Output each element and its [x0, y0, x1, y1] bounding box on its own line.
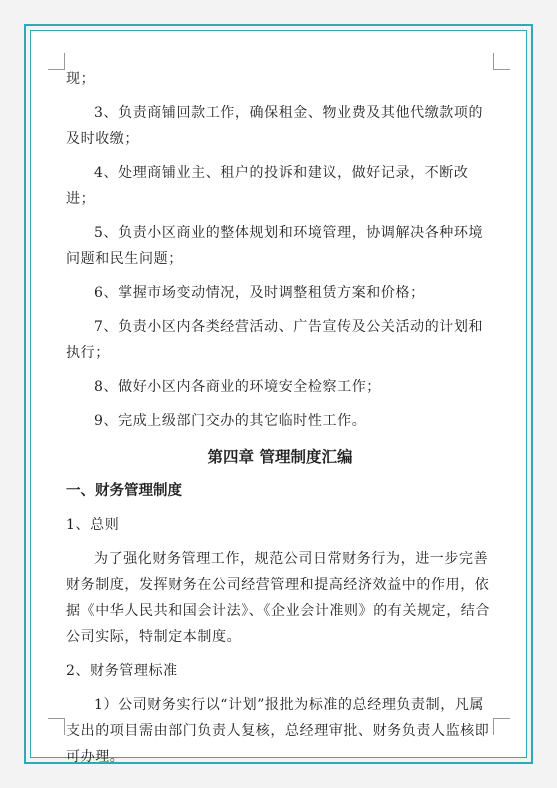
subsection-standards: 2、财务管理标准	[66, 663, 178, 679]
chapter-title: 第四章 管理制度汇编	[207, 447, 353, 466]
crop-mark-top-right	[493, 53, 510, 70]
duty-item-6: 6、掌握市场变动情况，及时调整租赁方案和价格；	[94, 285, 425, 301]
duty-item-4: 4、处理商铺业主、租户的投诉和建议，做好记录，不断改进；	[66, 165, 469, 207]
crop-mark-top-left	[48, 53, 65, 70]
duty-item-7: 7、负责小区内各类经营活动、广告宣传及公关活动的计划和执行；	[66, 319, 484, 361]
paragraph-standards: 1）公司财务实行以“计划”报批为标准的总经理负责制，凡属支出的项目需由部门负责人复核，总经理审批、财务负责人监核即可办理。	[66, 697, 490, 765]
crop-mark-bottom-left	[48, 718, 65, 735]
duty-item-9: 9、完成上级部门交办的其它临时性工作。	[94, 413, 367, 429]
section-title: 一、财务管理制度	[66, 482, 182, 499]
continued-line: 现；	[66, 71, 96, 87]
duty-item-5: 5、负责小区商业的整体规划和环境管理，协调解决各种环境问题和民生问题；	[66, 225, 484, 267]
paragraph-general: 为了强化财务管理工作，规范公司日常财务行为，进一步完善财务制度，发挥财务在公司经营管理和提高经济效益中的作用，依据《中华人民共和国会计法》、《企业会计准则》的有关规定，结合公司实际，特制定本制度。	[66, 551, 490, 645]
subsection-general: 1、总则	[66, 517, 120, 533]
crop-mark-bottom-right	[493, 718, 510, 735]
document-body	[66, 66, 494, 770]
duty-item-8: 8、做好小区内各商业的环境安全检察工作；	[94, 379, 381, 395]
duty-item-3: 3、负责商铺回款工作，确保租金、物业费及其他代缴款项的及时收缴；	[66, 105, 484, 147]
